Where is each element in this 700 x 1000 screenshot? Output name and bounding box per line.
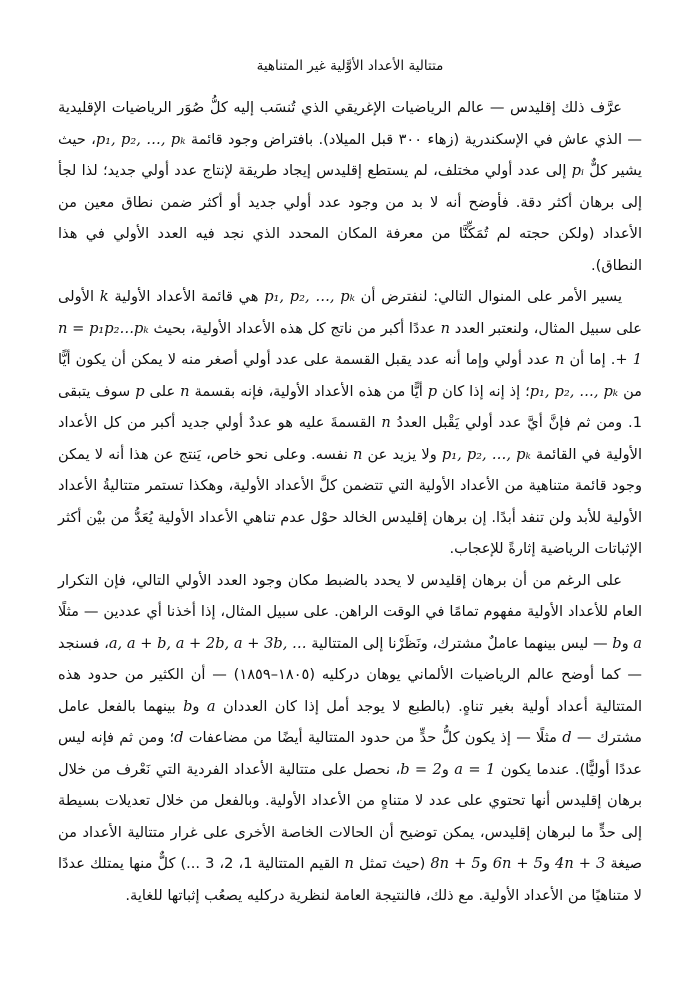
paragraph-1	[58, 92, 642, 281]
text-run: القيم المتتالية 1، 2، 3 ...) كلٌّ منها يمتلك عددًا لا متناهيًا من الأعداد الأولية. مع ذلك، فالنتيجة العامة لنظرية دركليه يصعُب إثباتها للغاية.	[58, 855, 642, 904]
text-run: ، نحصل على متتالية الأعداد الفردية التي نَعْرف من خلال برهان إقليدس أنها تحتوي على عدد لا متناهٍ من الأعداد الأولية. وبالفعل من خلال تعديلات بسيطة إلى حدٍّ ما لبرهان إقليدس، يمكن توضيح أن الحالات الخاصة الأخرى على غرار متتالية الأعداد من صيغة	[58, 760, 643, 872]
math-expression: a, a + b, a + 2b, a + 3b, …	[108, 634, 307, 652]
math-expression: n	[381, 414, 391, 431]
text-run: عددًا أكبر من ناتج كل هذه الأعداد الأولية، بحيث	[148, 319, 441, 337]
text-run: (حيث تمثل	[353, 855, 431, 872]
paragraph-3	[58, 565, 642, 912]
math-expression: p₁, p₂, …, pₖ	[95, 130, 186, 148]
math-expression: b	[183, 697, 193, 715]
text-run: إلى عدد أولي مختلف، لم يستطع إقليدس إيجاد طريقة لإنتاج عدد أولي جديد؛ لذا لجأ إلى برهان أكثر دقة. فأوضح أنه لا بد من وجود عدد أولي جديد أو أكثر ضمن نطاق معين من الأعداد (ولكن حجته لم تُمَكِّنَّا من معرفة المكان المحدد الذي نجد فيه العدد الأولي في هذا النطاق).	[58, 162, 642, 274]
math-expression: a = 1	[454, 760, 496, 778]
math-expression: n	[180, 382, 190, 400]
text-run: نفسه. وعلى نحو خاص، يَنتج عن هذا أنه لا يمكن وجود قائمة متناهية من الأعداد الأولية التي تتضمن كلَّ الأعداد الأولية، وهكذا تستمر متتاليةُ الأعداد الأولية للأبد ولن تنفد أبدًا. إن برهان إقليدس الخالد حوْل عدم تناهي الأعداد الأولية يُعَدُّ من بيْن أكثر الإثباتات الرياضية إثارةً للإعجاب.	[58, 445, 642, 557]
text-run: ولا يزيد عن	[362, 445, 442, 463]
math-expression: a	[633, 634, 642, 652]
math-expression: b	[612, 634, 622, 652]
text-run: على الرغم من أن برهان إقليدس لا يحدد بالضبط مكان وجود العدد الأولي التالي، فإن التكرار العام للأعداد الأولية مفهوم تمامًا في الوقت الراهن. على سبيل المثال، إذا أخذنا أي عددين — مثلًا	[58, 571, 642, 620]
math-expression: k	[99, 288, 109, 305]
header-title: متتالية الأعداد الأوَّلية غير المتناهية	[256, 58, 444, 74]
text-run: مثلًا — إذ يكون كلُّ حدٍّ من حدود المتتالية أيضًا من مضاعفات	[183, 729, 563, 746]
text-run: عدد أولي وإما أنه عدد يقبل القسمة على عدد أولي أصغر منه لا يمكن أن يكون أيًّا من	[58, 351, 642, 400]
math-expression: n	[554, 351, 565, 368]
math-expression: 6n + 5	[492, 855, 543, 872]
math-expression: 8n + 5	[430, 855, 481, 872]
text-run: على	[144, 382, 181, 400]
math-expression: p₁, p₂, …, pₖ	[529, 382, 619, 400]
math-expression: d	[562, 729, 572, 746]
math-expression: pᵢ	[571, 162, 584, 179]
text-run: . إما أن	[564, 351, 616, 368]
text-run: القسمةَ عليه هو عددٌ أولي جديد أكبر من كل الأعداد الأولية في القائمة	[58, 414, 642, 463]
body-text	[58, 92, 642, 911]
text-run: و	[542, 855, 556, 872]
math-expression: a	[206, 697, 216, 715]
text-run: ، حيث يشير كلٌّ	[58, 130, 642, 179]
text-run: و	[192, 697, 207, 715]
text-run: ؛ إذ إنه إذا كان	[437, 382, 530, 400]
text-run: الأولى على سبيل المثال، ولنعتبر العدد	[58, 288, 642, 337]
math-expression: n	[440, 319, 450, 337]
text-run: ، فسنجد — كما أوضح عالم الرياضيات الألماني يوهان دركليه (١٨٠٥–١٨٥٩) — أن الكثير من حدود هذه المتتالية أعداد أولية بغير تناهٍ. (بالطبع لا يوجد أمل إذا كان العددان	[58, 634, 642, 715]
running-header	[0, 56, 700, 76]
text-run: عرَّف ذلك إقليدس — عالم الرياضيات الإغريقي الذي تُنسَب إليه كلُّ صُوَر الرياضيات الإقليدية — الذي عاش في الإسكندرية (زهاء ٣٠٠ قبل الميلاد). بافتراض وجود قائمة	[58, 99, 643, 148]
math-expression: n	[344, 855, 354, 872]
text-run: و	[621, 634, 634, 652]
text-run: ؛ ومن ثم فإنه ليس عددًا أوليًّا). عندما يكون	[58, 729, 642, 778]
math-expression: p₁, p₂, …, pₖ	[264, 288, 355, 305]
math-expression: b = 2	[400, 760, 442, 778]
math-expression: d	[174, 729, 184, 746]
text-run: أيًّا من هذه الأعداد الأولية، فإنه بقسمة	[189, 382, 428, 400]
paragraph-2	[58, 281, 642, 565]
math-expression: n = p₁p₂…pₖ + 1	[58, 319, 642, 368]
text-run: — ليس بينهما عاملٌ مشترك، ونَظَرْنا إلى المتتالية	[306, 634, 613, 652]
math-expression: p₁, p₂, …, pₖ	[441, 445, 531, 463]
text-run: و	[480, 855, 493, 872]
text-run: و	[441, 760, 455, 778]
text-run: هي قائمة الأعداد الأولية	[108, 288, 265, 305]
text-run: سوف يتبقى 1. ومن ثم فإنَّ أيَّ عدد أولي يَقْبل العددُ	[58, 382, 642, 431]
math-expression: 4n + 3	[555, 855, 606, 872]
text-run: يسير الأمر على المنوال التالي: لنفترض أن	[354, 288, 623, 305]
math-expression: n	[353, 445, 363, 463]
text-run: بينهما بالفعل عامل مشترك —	[58, 697, 642, 746]
math-expression: p	[135, 382, 145, 400]
math-expression: p	[427, 382, 438, 400]
